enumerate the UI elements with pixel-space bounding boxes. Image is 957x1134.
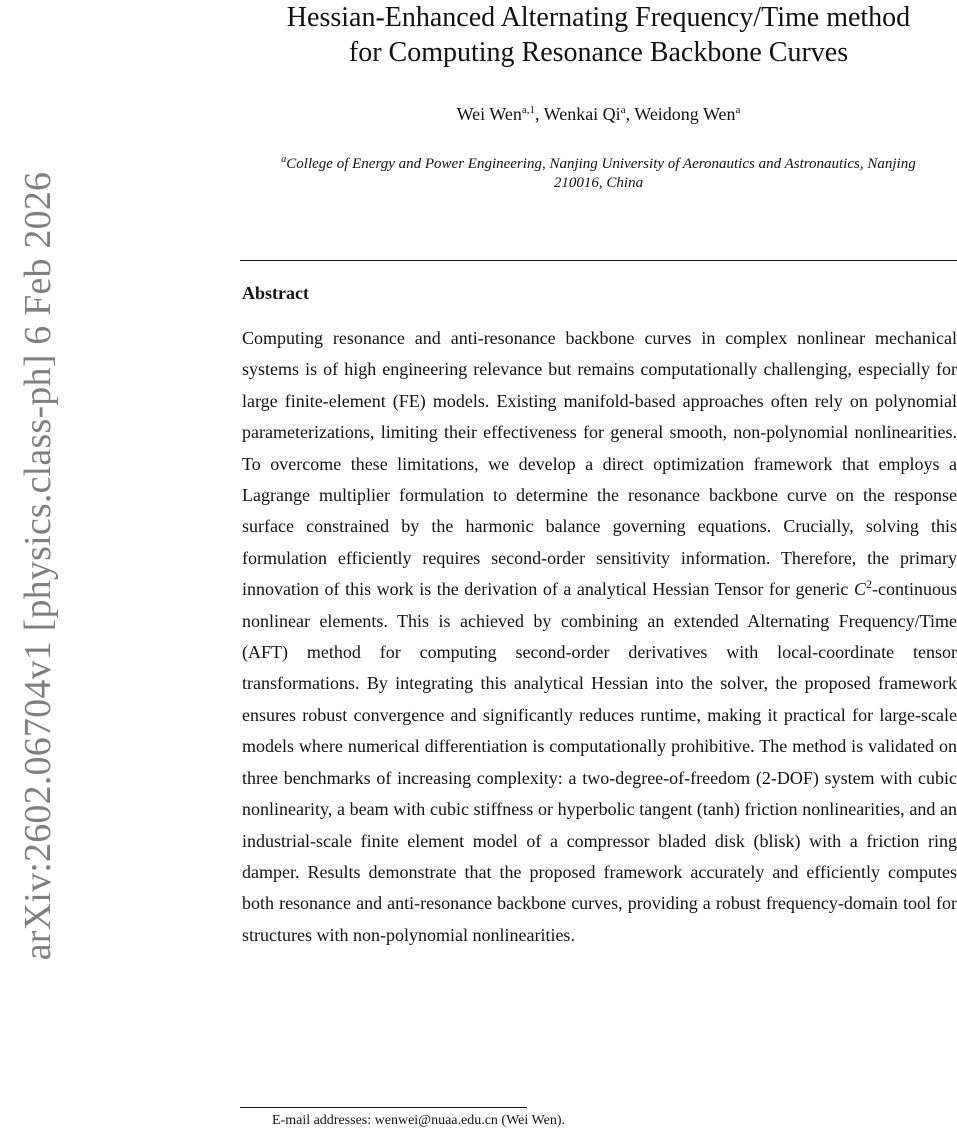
author-name: Wei Wen (456, 104, 522, 124)
affiliation (270, 150, 927, 193)
math-variable: C (853, 579, 866, 600)
author-separator: , (534, 104, 544, 124)
abstract-body (242, 323, 957, 951)
author-affil-mark: a (620, 104, 626, 116)
abstract-text-part-2: -continuous nonlinear elements. This is achieved by combining an extended Alternating Frequency/Time (AFT) method for computing second-order derivatives with local-coordinate tensor transformations. By integrating this analytical Hessian into the solver, the proposed framework ensures robust convergence and significantly reduces runtime, making it practical for large-scale models where numerical differentiation is computationally prohibitive. The method is validated on three benchmarks of increasing complexity: a two-degree-of-freedom (2-DOF) system with cubic nonlinearity, a beam with cubic stiffness or hyperbolic tangent (tanh) friction nonlinearities, and an industrial-scale finite element model of a compressor bladed disk (blisk) with a friction ring damper. Results demonstrate that the proposed framework accurately and efficiently computes both resonance and anti-resonance backbone curves, providing a robust frequency-domain tool for structures with non-polynomial nonlinearities. (242, 579, 957, 945)
title-line-2: for Computing Resonance Backbone Curves (348, 37, 849, 68)
arxiv-side-stamp: arXiv:2602.06704v1 [physics.class-ph] 6 Feb 2026 (17, 171, 59, 961)
author-affil-mark: a (735, 104, 741, 116)
header-divider (240, 260, 957, 261)
footnote-email: E-mail addresses: wenwei@nuaa.edu.cn (Wei Wen). (272, 1113, 565, 1128)
abstract-text-part-1: Computing resonance and anti-resonance backbone curves in complex nonlinear mechanical systems is of high engineering relevance but remains computationally challenging, especially for large finite-element (FE) models. Existing manifold-based approaches often rely on polynomial parameterizations, limiting their effectiveness for general smooth, non-polynomial nonlinearities. To overcome these limitations, we develop a direct optimization framework that employs a Lagrange multiplier formulation to determine the resonance backbone curve on the response surface constrained by the harmonic balance governing equations. Crucially, solving this formulation efficiently requires second-order sensitivity information. Therefore, the primary innovation of this work is the derivation of a analytical Hessian Tensor for generic (242, 328, 957, 600)
paper-title (240, 0, 957, 70)
title-line-1: Hessian-Enhanced Alternating Frequency/Time method (286, 2, 911, 33)
author-name: Wenkai Qi (543, 104, 621, 124)
author-name: Weidong Wen (634, 104, 736, 124)
math-exponent: 2 (866, 577, 872, 592)
abstract-heading: Abstract (242, 283, 309, 303)
author-affil-mark: a,1 (521, 104, 535, 116)
footnote-divider (240, 1107, 527, 1108)
author-separator: , (625, 104, 635, 124)
affiliation-mark: a (281, 154, 287, 165)
affiliation-text: College of Energy and Power Engineering, Nanjing University of Aeronautics and Astronautics, Nanjing 210016, China (286, 156, 916, 191)
author-list (240, 104, 957, 125)
